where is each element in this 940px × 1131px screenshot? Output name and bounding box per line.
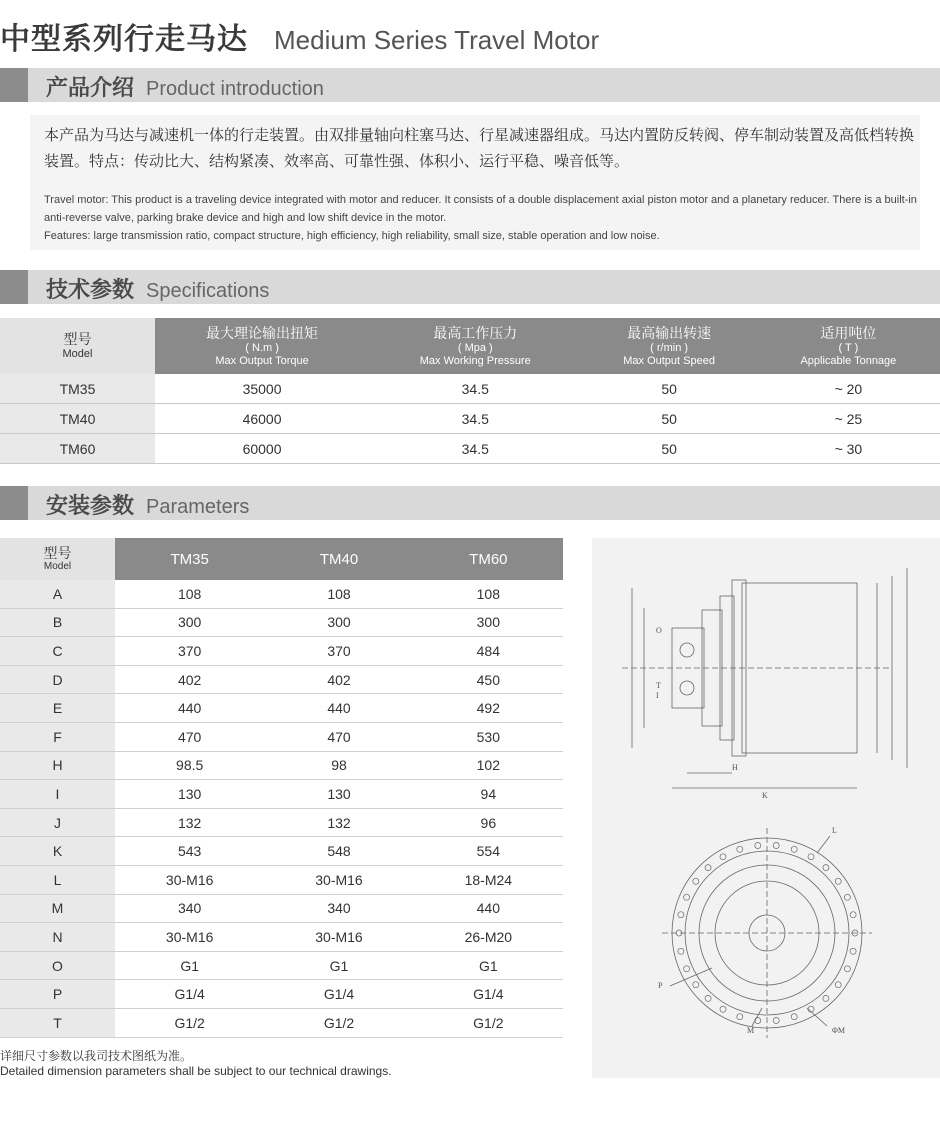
value-cell: 35000 (155, 374, 369, 404)
param-value-cell: 102 (414, 751, 563, 780)
param-value-cell: 108 (115, 580, 264, 608)
leader-line (817, 836, 830, 853)
param-label-cell: K (0, 837, 115, 866)
table-row (0, 722, 563, 751)
specs-header-speed (581, 318, 756, 374)
section-tab-marker (0, 486, 28, 520)
bolt-hole (737, 846, 743, 852)
bolt-hole (835, 878, 841, 884)
table-row (0, 837, 563, 866)
specs-table (0, 318, 940, 464)
table-row (0, 637, 563, 666)
value-cell: 34.5 (369, 404, 581, 434)
param-value-cell: 340 (264, 894, 413, 923)
param-label-cell: N (0, 923, 115, 952)
table-row (0, 951, 563, 980)
param-value-cell: 94 (414, 780, 563, 809)
table-row (0, 665, 563, 694)
param-value-cell: 130 (264, 780, 413, 809)
section-title-en: Specifications (146, 280, 270, 302)
section-title-cn: 产品介绍 (46, 75, 135, 100)
technical-drawing (592, 538, 940, 1078)
drawing-label: L (832, 826, 837, 835)
table-row (0, 608, 563, 637)
footnote-cn: 详细尺寸参数以我司技术图纸为准。 (0, 1049, 193, 1063)
param-value-cell: G1/2 (414, 1008, 563, 1037)
param-value-cell: 470 (264, 722, 413, 751)
table-row (0, 780, 563, 809)
param-value-cell: G1/2 (115, 1008, 264, 1037)
param-label-cell: A (0, 580, 115, 608)
footnote-en: Detailed dimension parameters shall be subject to our technical drawings. (0, 1064, 392, 1078)
intro-box (30, 115, 920, 250)
bolt-hole (705, 995, 711, 1001)
page-title-cn: 中型系列行走马达 (0, 23, 248, 56)
drawing-labels (656, 626, 845, 1035)
param-value-cell: G1/4 (414, 980, 563, 1009)
value-cell: 46000 (155, 404, 369, 434)
bolt-hole (791, 1014, 797, 1020)
bolt-hole (844, 966, 850, 972)
params-table (0, 538, 563, 1038)
specs-header-row (0, 318, 940, 374)
section-title-cn: 安装参数 (46, 493, 135, 518)
intro-text-cn: 本产品为马达与减速机一体的行走装置。由双排量轴向柱塞马达、行星减速器组成。马达内置防反转阀、停车制动装置及高低档转换装置。特点：传动比大、结构紧凑、效率高、可靠性强、体积小、运行平稳、噪音低等。 (44, 127, 915, 170)
param-value-cell: 96 (414, 808, 563, 837)
bolt-hole (773, 843, 779, 849)
port-circle (680, 643, 694, 657)
intro-text-en-line: Travel motor: This product is a traveling device integrated with motor and reducer. It consists of a double displacement axial piston motor and a planetary reducer. There is a built-in anti-reverse valve, parking brake device and high and low shift device in the motor. (44, 194, 917, 224)
drawing-label: O (656, 626, 662, 635)
param-label-cell: L (0, 865, 115, 894)
table-row (0, 404, 940, 434)
section-title-cn: 技术参数 (46, 277, 135, 302)
value-cell: 34.5 (369, 374, 581, 404)
bolt-hole (720, 1006, 726, 1012)
param-value-cell: 543 (115, 837, 264, 866)
specs-header-tonnage (757, 318, 940, 374)
header-cn: 型号 (43, 545, 72, 561)
section-tab-marker (0, 68, 28, 102)
section-title-en: Parameters (146, 496, 250, 518)
header-cn: 型号 (63, 331, 92, 347)
table-row (0, 1008, 563, 1037)
bolt-hole (737, 1014, 743, 1020)
bolt-hole (678, 912, 684, 918)
param-value-cell: 130 (115, 780, 264, 809)
leader-line (670, 968, 712, 986)
param-value-cell: 30-M16 (264, 923, 413, 952)
model-cell: TM35 (0, 374, 155, 404)
param-value-cell: 132 (115, 808, 264, 837)
bolt-hole (755, 1018, 761, 1024)
table-row (0, 374, 940, 404)
param-value-cell: 30-M16 (264, 865, 413, 894)
table-row (0, 580, 563, 608)
drawing-label: I (656, 691, 659, 700)
param-value-cell: G1/2 (264, 1008, 413, 1037)
drawing-label: P (658, 981, 663, 990)
drawing-label: H (732, 763, 738, 772)
value-cell: 50 (581, 374, 756, 404)
param-value-cell: G1/4 (115, 980, 264, 1009)
bolt-hole (835, 982, 841, 988)
bolt-hole (693, 878, 699, 884)
bolt-hole (844, 894, 850, 900)
param-value-cell: G1/4 (264, 980, 413, 1009)
param-value-cell: 470 (115, 722, 264, 751)
header-unit: ( Mpa ) (457, 341, 493, 354)
param-value-cell: 440 (414, 894, 563, 923)
bolt-hole (773, 1018, 779, 1024)
value-cell: 50 (581, 404, 756, 434)
specs-header-torque (155, 318, 369, 374)
param-value-cell: 548 (264, 837, 413, 866)
page-title (0, 14, 599, 54)
port-circle (680, 681, 694, 695)
param-label-cell: E (0, 694, 115, 723)
header-en: Max Output Speed (623, 354, 715, 367)
bolt-hole (808, 854, 814, 860)
drawing-label: M (747, 1026, 755, 1035)
param-value-cell: 132 (264, 808, 413, 837)
bolt-hole (678, 948, 684, 954)
param-label-cell: M (0, 894, 115, 923)
bolt-hole (850, 948, 856, 954)
value-cell: ~ 30 (757, 434, 940, 464)
page-title-en: Medium Series Travel Motor (274, 25, 600, 55)
param-value-cell: 300 (414, 608, 563, 637)
param-value-cell: 402 (115, 665, 264, 694)
param-label-cell: P (0, 980, 115, 1009)
param-value-cell: 300 (115, 608, 264, 637)
params-header-tm60: TM60 (414, 538, 563, 580)
param-label-cell: T (0, 1008, 115, 1037)
value-cell: ~ 20 (757, 374, 940, 404)
specs-header-model (0, 318, 155, 374)
model-cell: TM60 (0, 434, 155, 464)
intro-text-en-line: Features: large transmission ratio, compact structure, high efficiency, high reliability, small size, stable operation and low noise. (44, 230, 660, 242)
value-cell: 60000 (155, 434, 369, 464)
param-value-cell: 340 (115, 894, 264, 923)
table-row (0, 751, 563, 780)
param-value-cell: 440 (115, 694, 264, 723)
param-value-cell: 450 (414, 665, 563, 694)
value-cell: 50 (581, 434, 756, 464)
drawing-label: K (762, 791, 768, 800)
value-cell: 34.5 (369, 434, 581, 464)
param-value-cell: 484 (414, 637, 563, 666)
param-value-cell: 492 (414, 694, 563, 723)
table-row (0, 923, 563, 952)
header-en: Applicable Tonnage (800, 354, 897, 367)
param-value-cell: 530 (414, 722, 563, 751)
bolt-hole (693, 982, 699, 988)
param-value-cell: 440 (264, 694, 413, 723)
leader-line (807, 1008, 827, 1026)
drawing-label: T (656, 681, 661, 690)
param-value-cell: 30-M16 (115, 865, 264, 894)
table-row (0, 894, 563, 923)
bolt-hole (720, 854, 726, 860)
header-en: Max Working Pressure (419, 354, 531, 367)
footnote (0, 1049, 392, 1079)
bolt-hole (823, 995, 829, 1001)
bolt-hole (791, 846, 797, 852)
header-en: Max Output Torque (215, 354, 309, 367)
header-en: Model (43, 561, 72, 572)
param-value-cell: 108 (414, 580, 563, 608)
params-header-model (0, 538, 115, 580)
param-label-cell: H (0, 751, 115, 780)
section-tab-marker (0, 270, 28, 304)
param-label-cell: I (0, 780, 115, 809)
table-row (0, 980, 563, 1009)
table-row (0, 808, 563, 837)
table-row (0, 865, 563, 894)
bolt-hole (684, 894, 690, 900)
param-value-cell: G1 (264, 951, 413, 980)
drawing-label: ΦM (832, 1026, 845, 1035)
param-label-cell: C (0, 637, 115, 666)
param-value-cell: 370 (264, 637, 413, 666)
value-cell: ~ 25 (757, 404, 940, 434)
bolt-hole (684, 966, 690, 972)
bolt-hole (705, 865, 711, 871)
section-bar-intro (0, 68, 940, 102)
header-cn: 最高输出转速 (627, 324, 712, 341)
param-value-cell: 402 (264, 665, 413, 694)
bolt-hole (823, 865, 829, 871)
model-cell: TM40 (0, 404, 155, 434)
header-unit: ( r/min ) (650, 341, 689, 354)
table-row (0, 694, 563, 723)
param-value-cell: 98 (264, 751, 413, 780)
header-unit: ( N.m ) (245, 341, 279, 354)
param-value-cell: 26-M20 (414, 923, 563, 952)
header-cn: 最大理论输出扭矩 (206, 324, 319, 341)
params-header-row (0, 538, 563, 580)
header-cn: 适用吨位 (820, 324, 877, 341)
section-title-en: Product introduction (146, 78, 324, 100)
header-en: Model (62, 348, 93, 360)
header-unit: ( T ) (838, 341, 859, 354)
param-label-cell: O (0, 951, 115, 980)
params-header-tm40: TM40 (264, 538, 413, 580)
bolt-hole (850, 912, 856, 918)
param-value-cell: G1 (414, 951, 563, 980)
param-label-cell: B (0, 608, 115, 637)
param-value-cell: 370 (115, 637, 264, 666)
params-header-tm35: TM35 (115, 538, 264, 580)
param-label-cell: D (0, 665, 115, 694)
param-value-cell: 300 (264, 608, 413, 637)
param-value-cell: 18-M24 (414, 865, 563, 894)
section-bar-params (0, 486, 940, 520)
param-value-cell: 30-M16 (115, 923, 264, 952)
section-bar-specs (0, 270, 940, 304)
param-value-cell: G1 (115, 951, 264, 980)
param-value-cell: 108 (264, 580, 413, 608)
bolt-hole (755, 843, 761, 849)
param-label-cell: J (0, 808, 115, 837)
motor-front-view (662, 828, 872, 1038)
table-row (0, 434, 940, 464)
param-value-cell: 98.5 (115, 751, 264, 780)
motor-side-view (622, 568, 907, 788)
specs-header-pressure (369, 318, 581, 374)
motor-drawing-svg (592, 538, 940, 1078)
param-value-cell: 554 (414, 837, 563, 866)
header-cn: 最高工作压力 (433, 324, 518, 341)
intro-text-en (44, 191, 924, 245)
param-label-cell: F (0, 722, 115, 751)
